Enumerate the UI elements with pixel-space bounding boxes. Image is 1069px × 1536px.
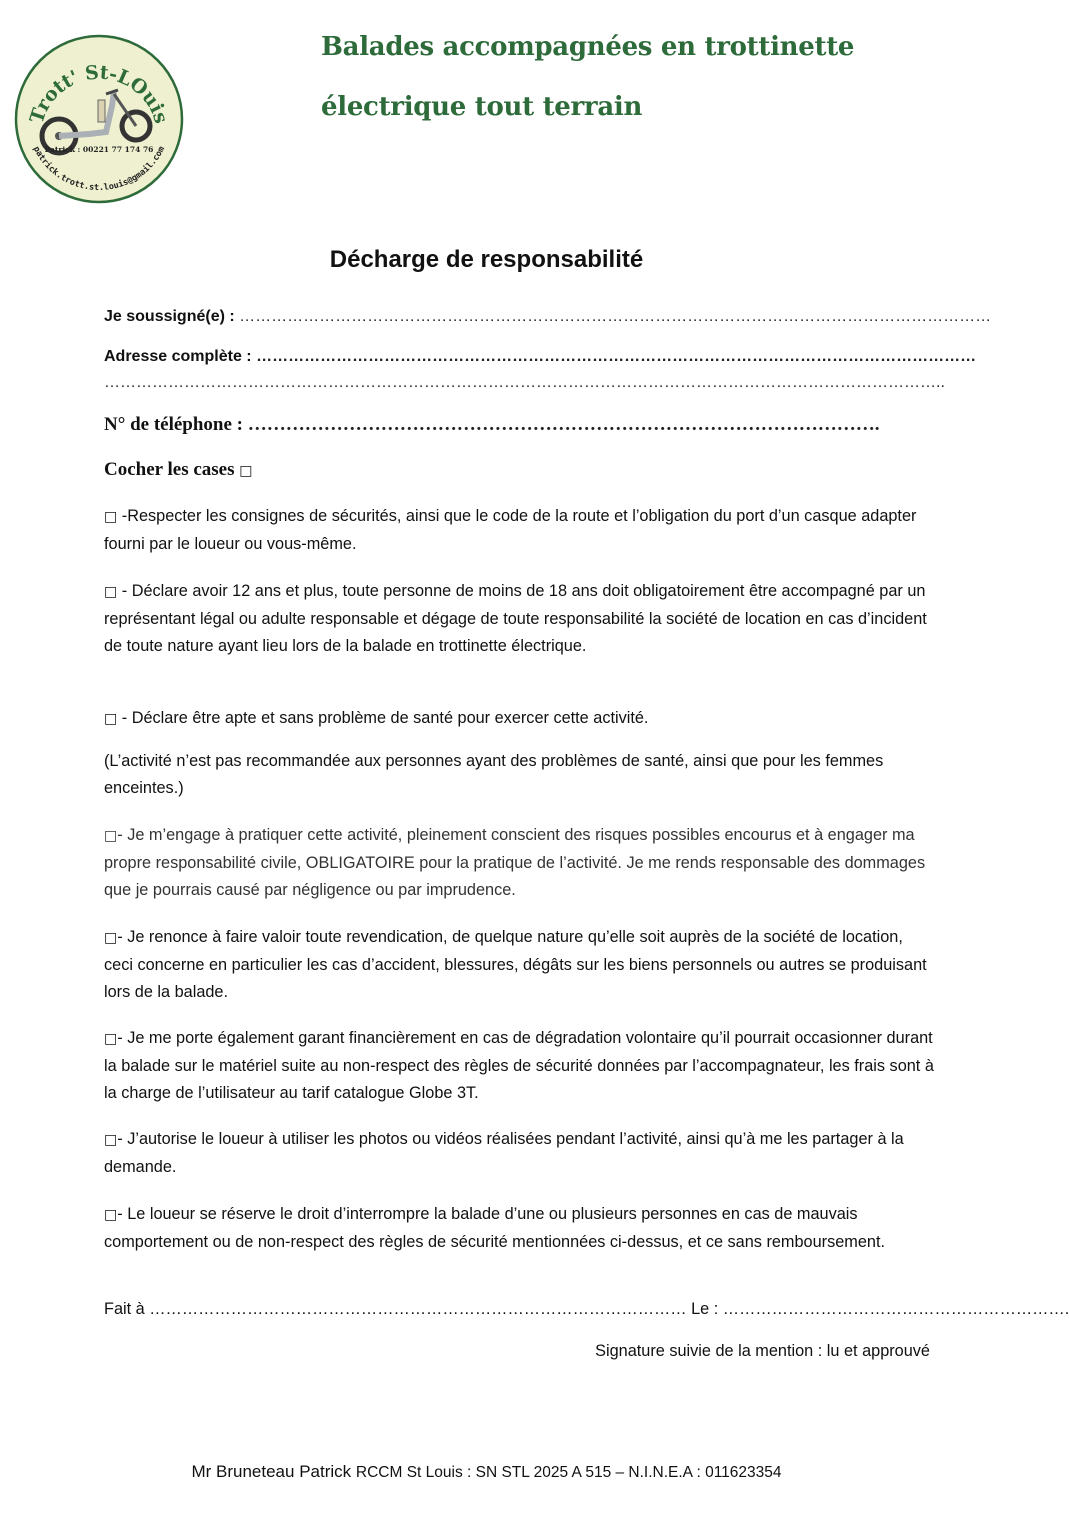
clause-8-text: Le loueur se réserve le droit d’interrompre la balade d’une ou plusieurs personnes en cas de mauvais comportement ou de non-respect des règles de sécurité mentionnées ci-dessus, et ce sans remboursement. (104, 1205, 885, 1251)
clause-5-prefix: - (117, 928, 128, 946)
clause-7-prefix: - (117, 1130, 128, 1148)
clause-7 (104, 1126, 934, 1181)
footer-name: Mr Bruneteau Patrick (191, 1462, 352, 1481)
clause-1-prefix: - (117, 507, 128, 525)
footer (0, 1462, 973, 1482)
checkbox-4[interactable]: □ (104, 828, 118, 844)
check-instruction (104, 459, 926, 481)
phone-field[interactable] (104, 414, 926, 436)
place-date-line (104, 1300, 1069, 1319)
header-title-line2: électrique tout terrain (321, 92, 643, 122)
health-note: (L’activité n’est pas recommandée aux personnes ayant des problèmes de santé, ainsi que pour les femmes enceintes.) (104, 752, 884, 797)
clause-4 (104, 822, 934, 904)
phone-dotted-line[interactable]: ………………………………………………………………………………………. (247, 414, 880, 435)
address-dotted-line-2[interactable]: ………………………………………………………………………………………………………………………………………….. (104, 374, 945, 391)
clause-6 (104, 1025, 934, 1107)
clause-6-prefix: - (117, 1029, 128, 1047)
checkbox-2[interactable]: □ (104, 584, 118, 600)
checkbox-1[interactable]: □ (104, 509, 118, 525)
logo-email: patrick.trott.st.louis@gmail.com (30, 144, 168, 194)
date-label: Le : (691, 1300, 719, 1318)
clause-1 (104, 503, 934, 558)
phone-label: N° de téléphone : (104, 414, 244, 435)
logo-brand: Trott' St-LOuis (25, 61, 173, 127)
logo (14, 34, 184, 204)
header-title-line1: Balades accompagnées en trottinette (321, 32, 855, 62)
name-dotted-line[interactable]: …………………………………………………………………………………………………………………………… (239, 308, 992, 325)
checkbox-8[interactable]: □ (104, 1207, 118, 1223)
date-dotted-line[interactable]: ………………………………………………………. (722, 1300, 1069, 1318)
clause-3 (104, 705, 934, 733)
checkbox-7[interactable]: □ (104, 1132, 118, 1148)
address-field-line2[interactable] (104, 374, 945, 392)
name-field[interactable] (104, 308, 992, 326)
clause-2-text: Déclare avoir 12 ans et plus, toute personne de moins de 18 ans doit obligatoirement être accompagné par un représentant légal ou adulte responsable et dégage de toute responsabilité la société de location en cas d’incident de toute nature ayant lieu lors de la balade en trottinette électrique. (104, 582, 927, 655)
address-dotted-line[interactable]: ……………………………………………………………………………………………………………………… (256, 348, 977, 365)
address-field[interactable] (104, 348, 977, 366)
checkbox-3[interactable]: □ (104, 711, 118, 727)
clause-8 (104, 1201, 934, 1256)
signature-mention: Signature suivie de la mention : lu et approuvé (595, 1342, 930, 1360)
checkbox-icon: □ (239, 463, 253, 479)
footer-registration: RCCM St Louis : SN STL 2025 A 515 – N.I.N.E.A : 011623354 (355, 1464, 782, 1481)
check-label: Cocher les cases (104, 459, 235, 480)
clause-3-prefix: - (117, 709, 132, 727)
logo-phone: Patrick : 00221 77 174 76 (44, 145, 154, 154)
clause-2 (104, 578, 934, 660)
checkbox-6[interactable]: □ (104, 1031, 118, 1047)
clause-2-prefix: - (117, 582, 132, 600)
address-label: Adresse complète : (104, 348, 252, 365)
name-label: Je soussigné(e) : (104, 308, 235, 325)
clause-8-prefix: - (117, 1205, 128, 1223)
clause-6-text: Je me porte également garant financièrement en cas de dégradation volontaire qu’il pourrait occasionner durant la balade sur le matériel suite au non-respect des règles de sécurité données par l’accompagnateur, les frais sont à la charge de l’utilisateur au tarif catalogue Globe 3T. (104, 1029, 934, 1102)
clause-4-text: Je m’engage à pratiquer cette activité, pleinement conscient des risques possibles encourus et à engager ma propre responsabilité civile, OBLIGATOIRE pour la pratique de l’activité. Je me rends responsable des dommages que je pourrais causé par négligence ou par imprudence. (104, 826, 926, 899)
document-title: Décharge de responsabilité (329, 246, 644, 273)
clause-5 (104, 924, 934, 1006)
checkbox-5[interactable]: □ (104, 930, 118, 946)
clause-4-prefix: - (117, 826, 128, 844)
place-label: Fait à (104, 1300, 145, 1318)
place-dotted-line[interactable]: ……………………………………………………………………………………… (149, 1300, 687, 1318)
clause-3-text: Déclare être apte et sans problème de santé pour exercer cette activité. (131, 709, 649, 727)
clause-7-text: J’autorise le loueur à utiliser les photos ou vidéos réalisées pendant l’activité, ainsi qu’à me les partager à la demande. (104, 1130, 904, 1176)
clause-5-text: Je renonce à faire valoir toute revendication, de quelque nature qu’elle soit auprès de la société de location, ceci concerne en particulier les cas d’accident, blessures, dégâts sur les biens personnels ou autres se produisant lors de la balade. (104, 928, 927, 1001)
clause-1-text: Respecter les consignes de sécurités, ainsi que le code de la route et l’obligation du port d’un casque adapter fourni par le loueur ou vous-même. (104, 507, 917, 553)
